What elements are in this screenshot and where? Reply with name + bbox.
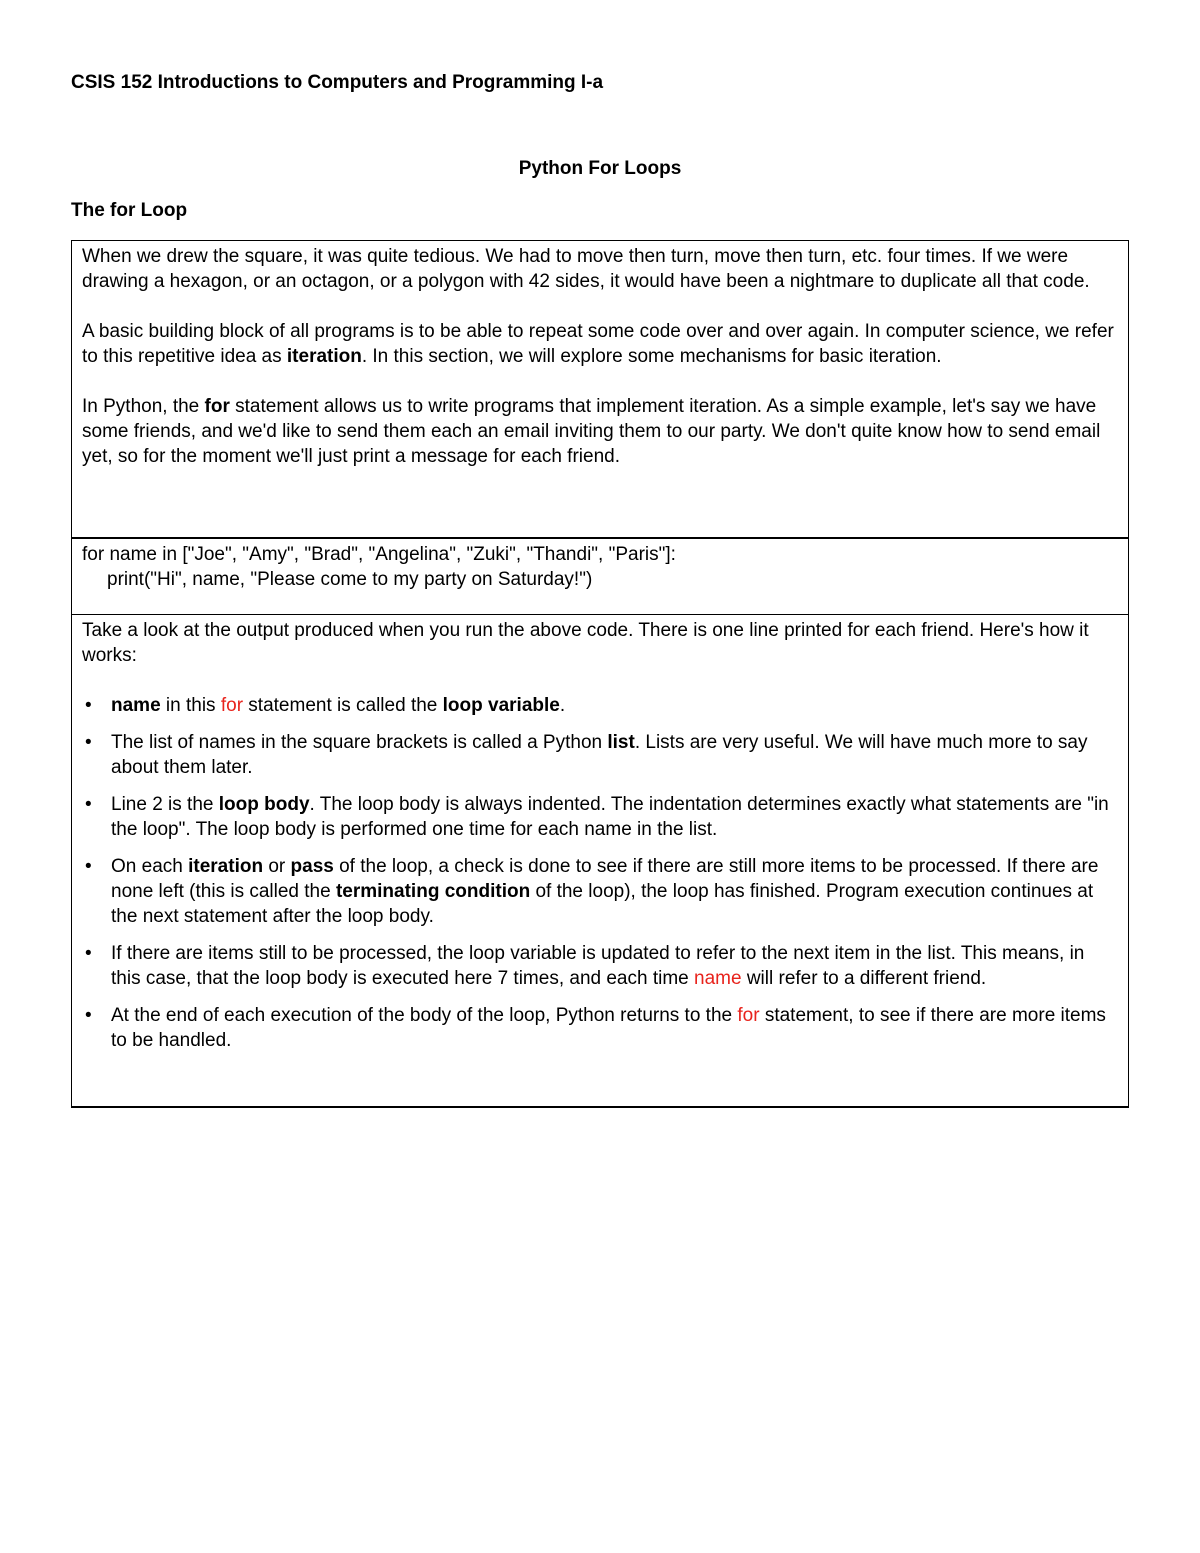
b1-bold-1: name [111,695,161,716]
code-section [72,539,1128,615]
list-item [82,730,1118,780]
b2-bold-1: list [607,732,635,753]
intro-paragraph-3 [82,394,1118,469]
explanation-list [82,693,1118,1053]
content-table [71,240,1129,1108]
code-line-2: print("Hi", name, "Please come to my party on Saturday!") [107,569,593,590]
course-title: CSIS 152 Introductions to Computers and Programming I-a [71,72,604,93]
b1-bold-2: loop variable [442,695,560,716]
explanation-section [72,615,1128,1106]
intro-p2-text-after: . In this section, we will explore some mechanisms for basic iteration. [361,346,942,367]
list-item [82,1003,1118,1053]
explanation-intro: Take a look at the output produced when you run the above code. There is one line printed for each friend. Here's how it works: [82,620,1089,666]
section-title: The for Loop [71,200,188,221]
b5-text-2: will refer to a different friend. [741,968,987,989]
b4-bold-2: pass [290,856,334,877]
b1-text-3: . [559,695,566,716]
b3-text-2: . The loop body is always indented. The indentation determines exactly what statements are "in the loop". The loop body is performed one time for each name in the list. [111,794,1109,840]
list-item [82,792,1118,842]
intro-paragraph-1: When we drew the square, it was quite tedious. We had to move then turn, move then turn, etc. four times. If we were drawing a hexagon, or an octagon, or a polygon with 42 sides, it would have been a nightmare to duplicate all that code. [82,246,1090,292]
list-item [82,693,1118,718]
intro-p3-text-after: statement allows us to write programs that implement iteration. As a simple example, let's say we have some friends, and we'd like to send them each an email inviting them to our party. We don't quite know how to send email yet, so for the moment we'll just print a message for each friend. [82,396,1101,467]
list-item [82,854,1118,929]
b4-text-3: of the loop, a check is done to see if there are still more items to be processed. If there are none left (this is called the [111,856,1099,902]
intro-section [72,241,1128,539]
b1-text-1: in this [160,695,221,716]
for-keyword: for [204,396,230,417]
b4-bold-1: iteration [188,856,264,877]
b4-text-2: or [263,856,291,877]
b1-text-2: statement is called the [243,695,443,716]
b1-red-1: for [220,695,244,716]
b2-text-2: . Lists are very useful. We will have much more to say about them later. [111,732,1088,778]
b5-red-1: name [694,968,742,989]
b2-text-1: The list of names in the square brackets is called a Python [111,732,608,753]
iteration-term: iteration [286,346,362,367]
page-title: Python For Loops [518,158,682,179]
b6-text-1: At the end of each execution of the body of the loop, Python returns to the [111,1005,738,1026]
intro-p2-text-before: A basic building block of all programs is to be able to repeat some code over and over again. In computer science, we refer to this repetitive idea as [82,321,1114,367]
b6-text-2: statement, to see if there are more items to be handled. [111,1005,1106,1051]
b5-text-1: If there are items still to be processed, the loop variable is updated to refer to the next item in the list. This means, in this case, that the loop body is executed here 7 times, and each time [111,943,1085,989]
b4-bold-3: terminating condition [335,881,531,902]
b4-text-1: On each [111,856,189,877]
intro-p3-text-before: In Python, the [82,396,205,417]
b3-text-1: Line 2 is the [111,794,219,815]
b6-red-1: for [737,1005,760,1026]
list-item [82,941,1118,991]
code-line-1: for name in ["Joe", "Amy", "Brad", "Angelina", "Zuki", "Thandi", "Paris"]: [82,544,676,565]
b3-bold-1: loop body [218,794,310,815]
intro-paragraph-2 [82,319,1118,369]
b4-text-4: of the loop), the loop has finished. Program execution continues at the next statement after the loop body. [111,881,1094,927]
